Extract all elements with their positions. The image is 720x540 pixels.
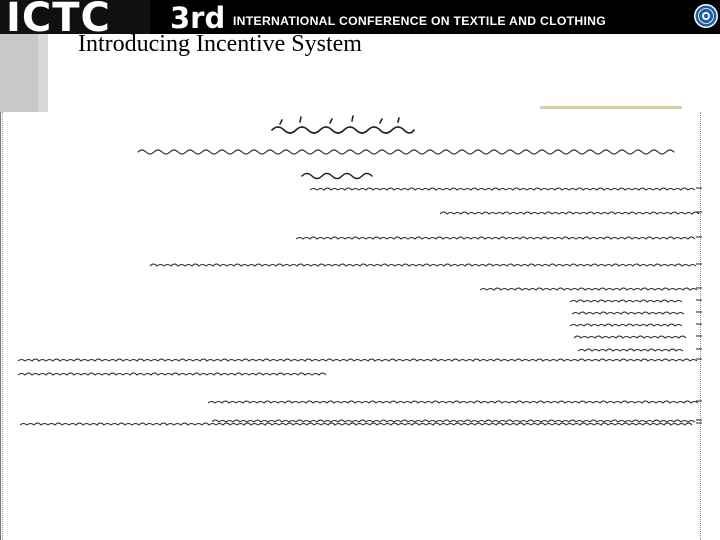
document-left-edge — [0, 112, 3, 540]
slide-title: Introducing Incentive System — [78, 31, 362, 57]
university-seal-icon — [693, 3, 719, 29]
scanned-document — [0, 112, 720, 540]
accent-line — [540, 106, 682, 109]
document-right-edge — [700, 112, 702, 540]
ictc-logo: ICTC — [6, 0, 111, 34]
side-strip-edge — [38, 34, 48, 114]
conference-ordinal: 3rd — [170, 1, 226, 34]
conference-title: INTERNATIONAL CONFERENCE ON TEXTILE AND CLOTHING — [233, 14, 607, 28]
